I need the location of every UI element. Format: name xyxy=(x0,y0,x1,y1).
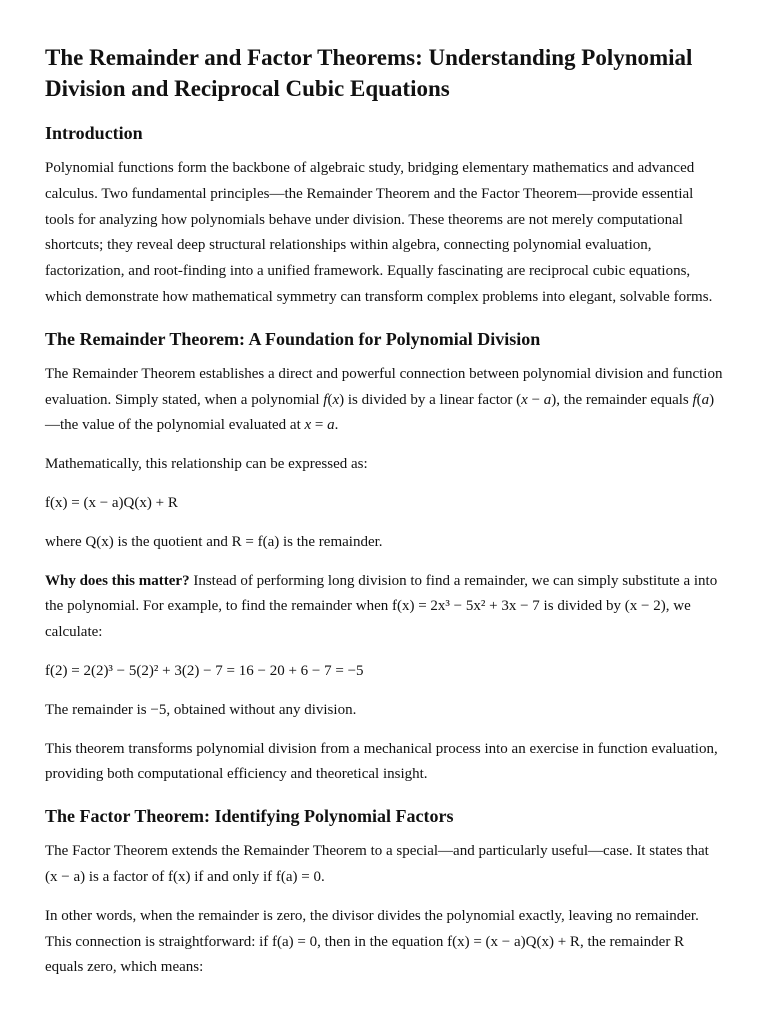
remainder-formula-explanation: where Q(x) is the quotient and R = f(a) is the remainder. xyxy=(45,533,383,550)
remainder-definition-paragraph: The Remainder Theorem establishes a direct and powerful connection between polynomial division and function evaluation. Simply stated, when a polynomial f(x) is divided by a linear factor (x − a), the remainder equals f(a)—the value of the polynomial evaluated at x = a. xyxy=(45,365,723,434)
factor-explanation-paragraph: In other words, when the remainder is zero, the divisor divides the polynomial exactly, leaving no remainder. This connection is straightforward: if f(a) = 0, then in the equation f(x) = (x − a)Q(x) + R, the remainder R equals zero, which means: xyxy=(45,907,699,976)
remainder-expression-intro: Mathematically, this relationship can be expressed as: xyxy=(45,456,368,473)
factor-heading: The Factor Theorem: Identifying Polynomial Factors xyxy=(45,806,454,827)
remainder-heading: The Remainder Theorem: A Foundation for Polynomial Division xyxy=(45,328,541,349)
intro-heading: Introduction xyxy=(45,123,143,143)
page-title: The Remainder and Factor Theorems: Understanding Polynomial Division and Reciprocal Cubic Equations xyxy=(45,45,693,101)
example-calculation: f(2) = 2(2)³ − 5(2)² + 3(2) − 7 = 16 − 20 + 6 − 7 = −5 xyxy=(45,662,364,679)
why-matters-paragraph: Why does this matter? Instead of performing long division to find a remainder, we can simply substitute a into the polynomial. For example, to find the remainder when f(x) = 2x³ − 5x² + 3x − 7 is divided by (x − 2), we calculate: xyxy=(45,572,718,641)
why-matters-label: Why does this matter? xyxy=(45,572,190,589)
remainder-result: The remainder is −5, obtained without any division. xyxy=(45,701,357,718)
factor-definition-paragraph: The Factor Theorem extends the Remainder Theorem to a special—and particularly useful—case. It states that (x − a) is a factor of f(x) if and only if f(a) = 0. xyxy=(45,843,709,885)
intro-paragraph: Polynomial functions form the backbone of algebraic study, bridging elementary mathematics and advanced calculus. Two fundamental principles—the Remainder Theorem and the Factor Theorem—provide essential tools for analyzing how polynomials behave under division. These theorems are not merely computational shortcuts; they reveal deep structural relationships within algebra, connecting polynomial evaluation, factorization, and root-finding into a unified framework. Equally fascinating are reciprocal cubic equations, which demonstrate how mathematical symmetry can transform complex problems into elegant, solvable forms. xyxy=(45,160,713,305)
remainder-summary: This theorem transforms polynomial division from a mechanical process into an exercise in function evaluation, providing both computational efficiency and theoretical insight. xyxy=(45,740,718,783)
remainder-formula: f(x) = (x − a)Q(x) + R xyxy=(45,494,178,511)
